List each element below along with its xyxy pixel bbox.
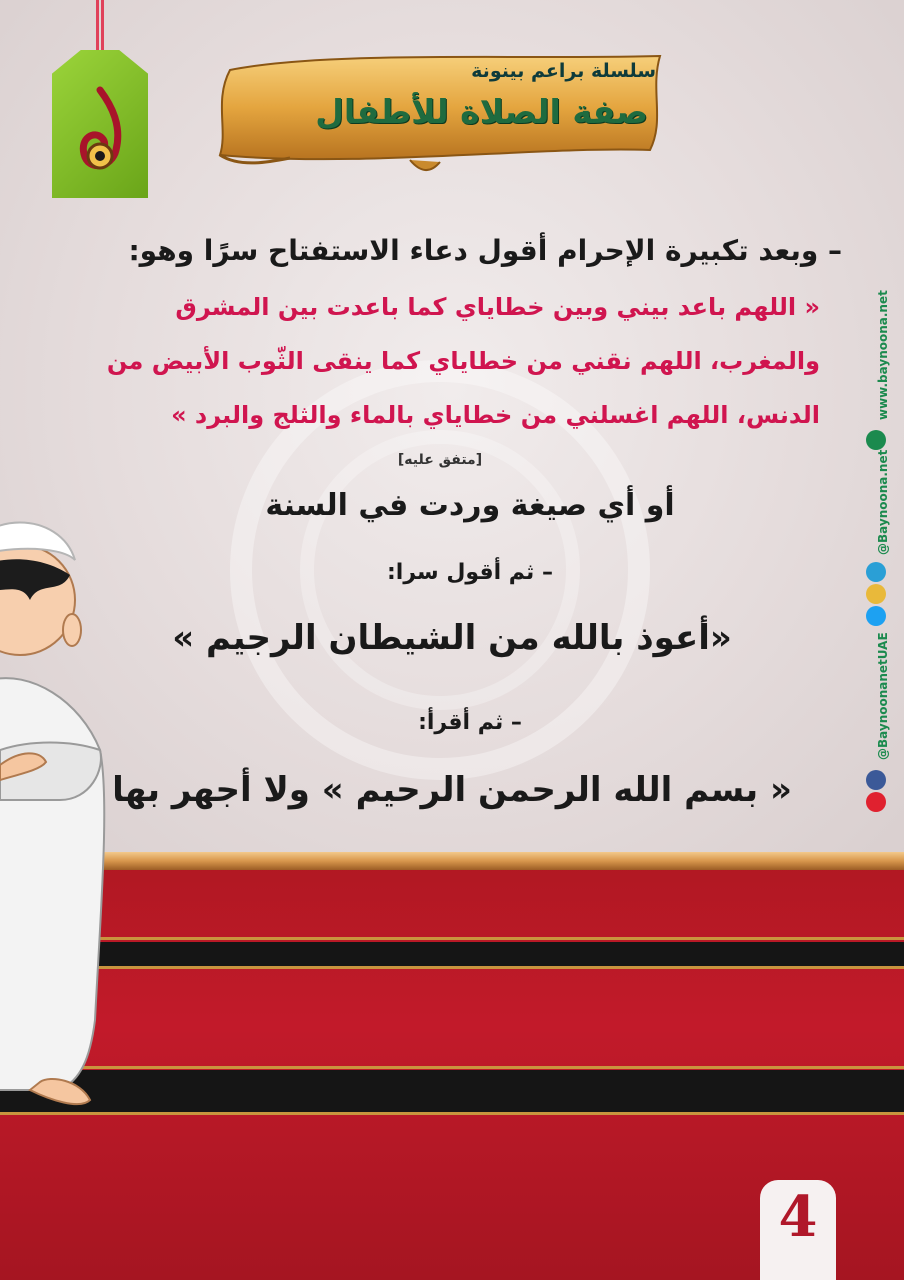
step-read: – ثم أقرأ:	[418, 710, 522, 735]
dua-line: الدنس، اللهم اغسلني من خطاياي بالماء والثلج والبرد »	[171, 401, 820, 429]
dua-line: « اللهم باعد بيني وبين خطاياي كما باعدت بين المشرق	[175, 293, 820, 321]
book-title: صفة الصلاة للأطفال	[315, 92, 648, 131]
stage-gold-line	[0, 1066, 904, 1069]
praying-child-illustration	[0, 500, 120, 1140]
hadith-reference: [متفق عليه]	[397, 452, 483, 468]
page-number-box	[760, 1180, 836, 1280]
taawwudh-text: «أعوذ بالله من الشيطان الرجيم »	[172, 618, 732, 658]
baynoona-logo-icon	[72, 86, 128, 182]
title-scroll-banner	[210, 50, 670, 175]
stage-stripe	[0, 1070, 904, 1112]
stage-stripe	[0, 942, 904, 966]
tag-string	[96, 0, 104, 58]
social-sidebar	[860, 280, 892, 820]
page-number: 4	[778, 1184, 818, 1250]
stage-gold-line	[0, 1112, 904, 1115]
globe-icon	[866, 430, 886, 450]
handle-label-uae: @BaynoonanetUAE	[876, 632, 890, 760]
series-title: سلسلة براعم بينونة	[471, 60, 656, 82]
stage-gold-line	[0, 937, 904, 940]
dua-line: والمغرب، اللهم نقني من خطاياي كما ينقى الثّوب الأبيض من	[106, 347, 820, 375]
step-silent: – ثم أقول سرا:	[387, 560, 553, 585]
handle-label: @Baynoona.net	[876, 449, 890, 555]
stage-rim	[0, 852, 904, 870]
snapchat-icon	[866, 584, 886, 604]
alt-formula-line: أو أي صيغة وردت في السنة	[265, 488, 675, 523]
website-label: www.baynoona.net	[876, 290, 890, 420]
series-tag-logo	[52, 38, 148, 198]
basmala-text: « بسم الله الرحمن الرحيم » ولا أجهر بها	[112, 770, 792, 810]
intro-line: – وبعد تكبيرة الإحرام أقول دعاء الاستفتاح سرًا وهو:	[128, 234, 842, 267]
stage-gold-line	[0, 966, 904, 969]
